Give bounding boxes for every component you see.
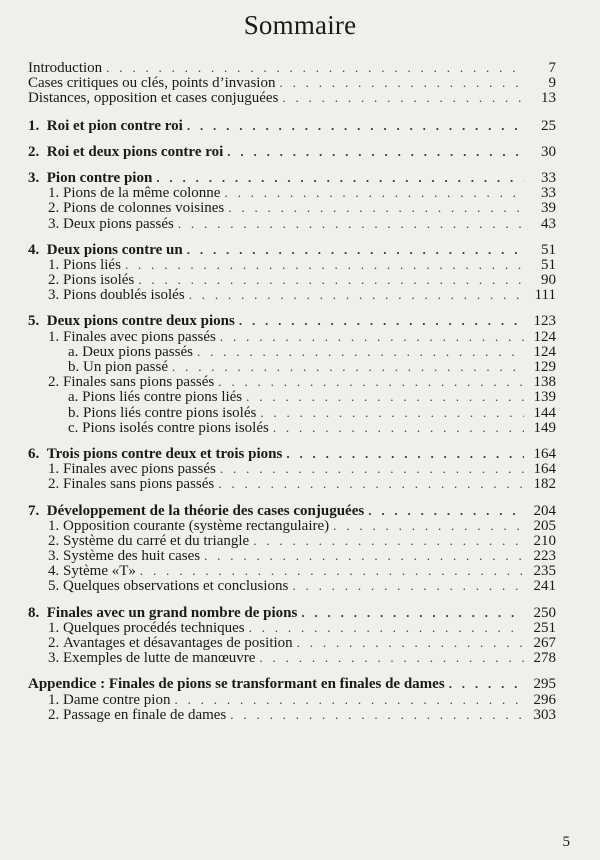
dot-leader [197,344,524,359]
entry-label: 3. Pions doublés isolés [48,287,185,304]
dot-leader [333,518,524,533]
dot-leader [220,329,524,344]
entry-label: 2. Avantages et désavantages de position [48,635,293,651]
toc-section [28,578,556,593]
dot-leader [187,242,524,257]
dot-leader [292,578,524,593]
entry-page: 124 [533,328,556,345]
dot-leader [204,548,524,563]
dot-leader [174,692,524,707]
entry-label: 2. Pions de colonnes voisines [48,200,225,217]
toc-chapter [28,676,556,691]
toc-section [28,635,556,650]
dot-leader [297,635,524,650]
entry-page: 51 [541,256,556,273]
dot-leader [301,605,524,620]
section-gap [28,133,556,144]
toc-section [28,548,556,563]
entry-page: 296 [533,691,556,708]
entry-label: 1. Finales avec pions passés [48,328,216,345]
dot-leader [239,313,524,328]
entry-page: 205 [533,517,556,534]
entry-label: 5. Quelques observations et conclusions [48,578,289,595]
entry-label: 3. Pion contre pion [28,169,153,186]
entry-page: 164 [533,445,556,462]
entry-label: 1. Finales avec pions passés [48,461,216,478]
entry-label: 2. Pions isolés [48,272,135,289]
entry-label: 4. Sytème «T» [48,563,136,580]
entry-page: 123 [533,313,556,330]
dot-leader [218,374,524,389]
dot-leader [138,272,524,287]
section-gap [28,665,556,676]
entry-page: 30 [541,143,556,160]
toc-entry-intro [28,75,556,90]
entry-page: 138 [533,374,556,391]
section-gap [28,492,556,503]
entry-label: Appendice : Finales de pions se transformant en finales de dames [28,676,445,693]
toc-chapter [28,605,556,620]
dot-leader [260,405,524,420]
entry-label: 1. Opposition courante (système rectangulaire) [48,517,330,534]
dot-leader [227,144,524,159]
entry-page: 90 [541,272,556,289]
toc-section [28,216,556,231]
entry-label: 1. Roi et pion contre roi [28,117,183,134]
entry-label: 2. Finales sans pions passés [48,476,215,493]
dot-leader [246,389,524,404]
entry-page: 7 [548,60,556,76]
dot-leader [259,650,524,665]
entry-page: 235 [533,563,556,580]
entry-label: Introduction [28,60,103,76]
entry-page: 210 [533,532,556,549]
toc-chapter [28,170,556,185]
entry-page: 124 [533,343,556,360]
entry-page: 25 [541,117,556,134]
dot-leader [449,676,524,691]
entry-label: 1. Quelques procédés techniques [48,619,245,636]
entry-page: 164 [533,461,556,478]
toc-section [28,707,556,722]
table-of-contents [28,60,556,722]
entry-label: b. Pions liés contre pions isolés [68,404,257,421]
entry-label: a. Pions liés contre pions liés [68,389,243,406]
dot-leader [178,216,524,231]
dot-leader [125,257,524,272]
section-gap [28,231,556,242]
entry-page: 303 [533,706,556,723]
section-gap [28,435,556,446]
dot-leader [106,60,524,75]
toc-chapter [28,118,556,133]
entry-label: 7. Développement de la théorie des cases conjuguées [28,502,365,519]
toc-section [28,257,556,272]
entry-page: 111 [534,287,556,304]
entry-page: 144 [533,404,556,421]
dot-leader [140,563,524,578]
entry-label: 2. Système du carré et du triangle [48,532,250,549]
toc-entry-intro [28,60,556,75]
entry-page: 267 [533,635,556,651]
dot-leader [282,90,524,105]
entry-page: 251 [533,619,556,636]
entry-label: Distances, opposition et cases conjuguées [28,90,279,107]
toc-section [28,476,556,491]
entry-label: 8. Finales avec un grand nombre de pions [28,604,298,621]
toc-section [28,461,556,476]
entry-label: 2. Passage en finale de dames [48,706,227,723]
dot-leader [249,620,524,635]
entry-label: 5. Deux pions contre deux pions [28,313,235,330]
dot-leader [230,707,524,722]
dot-leader [273,420,524,435]
entry-page: 182 [533,476,556,493]
section-gap [28,106,556,118]
entry-label: 2. Finales sans pions passés [48,374,215,391]
toc-section [28,200,556,215]
toc-section [28,287,556,302]
toc-chapter [28,313,556,328]
dot-leader [172,359,524,374]
entry-page: 149 [533,419,556,436]
entry-label: 3. Deux pions passés [48,215,174,232]
entry-page: 139 [533,389,556,406]
toc-subsection [28,344,556,359]
entry-page: 278 [533,650,556,667]
entry-label: a. Deux pions passés [68,343,193,360]
page-number: 5 [562,834,570,850]
dot-leader [228,200,524,215]
entry-label: Cases critiques ou clés, points d’invasion [28,75,276,92]
toc-section [28,533,556,548]
entry-label: 6. Trois pions contre deux et trois pions [28,445,283,462]
dot-leader [218,476,524,491]
toc-section [28,329,556,344]
toc-section [28,692,556,707]
toc-subsection [28,389,556,404]
entry-label: c. Pions isolés contre pions isolés [68,419,269,436]
toc-chapter [28,446,556,461]
toc-section [28,272,556,287]
entry-label: 3. Exemples de lutte de manœuvre [48,650,256,667]
entry-page: 43 [541,215,556,232]
toc-chapter [28,503,556,518]
section-gap [28,302,556,313]
toc-subsection [28,359,556,374]
entry-page: 295 [533,676,556,693]
entry-page: 241 [533,578,556,595]
entry-label: 3. Système des huit cases [48,548,201,565]
toc-section [28,518,556,533]
toc-chapter [28,144,556,159]
toc-section [28,650,556,665]
dot-leader [253,533,524,548]
toc-section [28,620,556,635]
dot-leader [224,185,524,200]
entry-label: 1. Pions de la même colonne [48,185,221,202]
section-gap [28,159,556,170]
toc-section [28,563,556,578]
toc-entry-intro [28,90,556,105]
entry-page: 223 [533,548,556,565]
toc-section [28,185,556,200]
entry-label: 1. Pions liés [48,256,121,273]
entry-page: 33 [541,169,556,186]
dot-leader [286,446,524,461]
entry-page: 9 [548,75,556,92]
dot-leader [279,75,524,90]
page-title: Sommaire [243,10,357,40]
section-gap [28,594,556,605]
toc-subsection [28,420,556,435]
toc-section [28,374,556,389]
entry-page: 204 [533,502,556,519]
entry-label: b. Un pion passé [68,359,168,375]
entry-label: 4. Deux pions contre un [28,241,183,258]
entry-page: 51 [541,241,556,258]
entry-page: 13 [541,90,556,107]
entry-label: 2. Roi et deux pions contre roi [28,143,224,160]
entry-label: 1. Dame contre pion [48,691,171,708]
dot-leader [189,287,524,302]
entry-page: 33 [541,185,556,202]
entry-page: 39 [541,200,556,217]
entry-page: 250 [533,604,556,621]
dot-leader [368,503,524,518]
entry-page: 129 [533,359,556,375]
dot-leader [156,170,524,185]
toc-subsection [28,405,556,420]
dot-leader [220,461,524,476]
dot-leader [187,118,524,133]
toc-chapter [28,242,556,257]
